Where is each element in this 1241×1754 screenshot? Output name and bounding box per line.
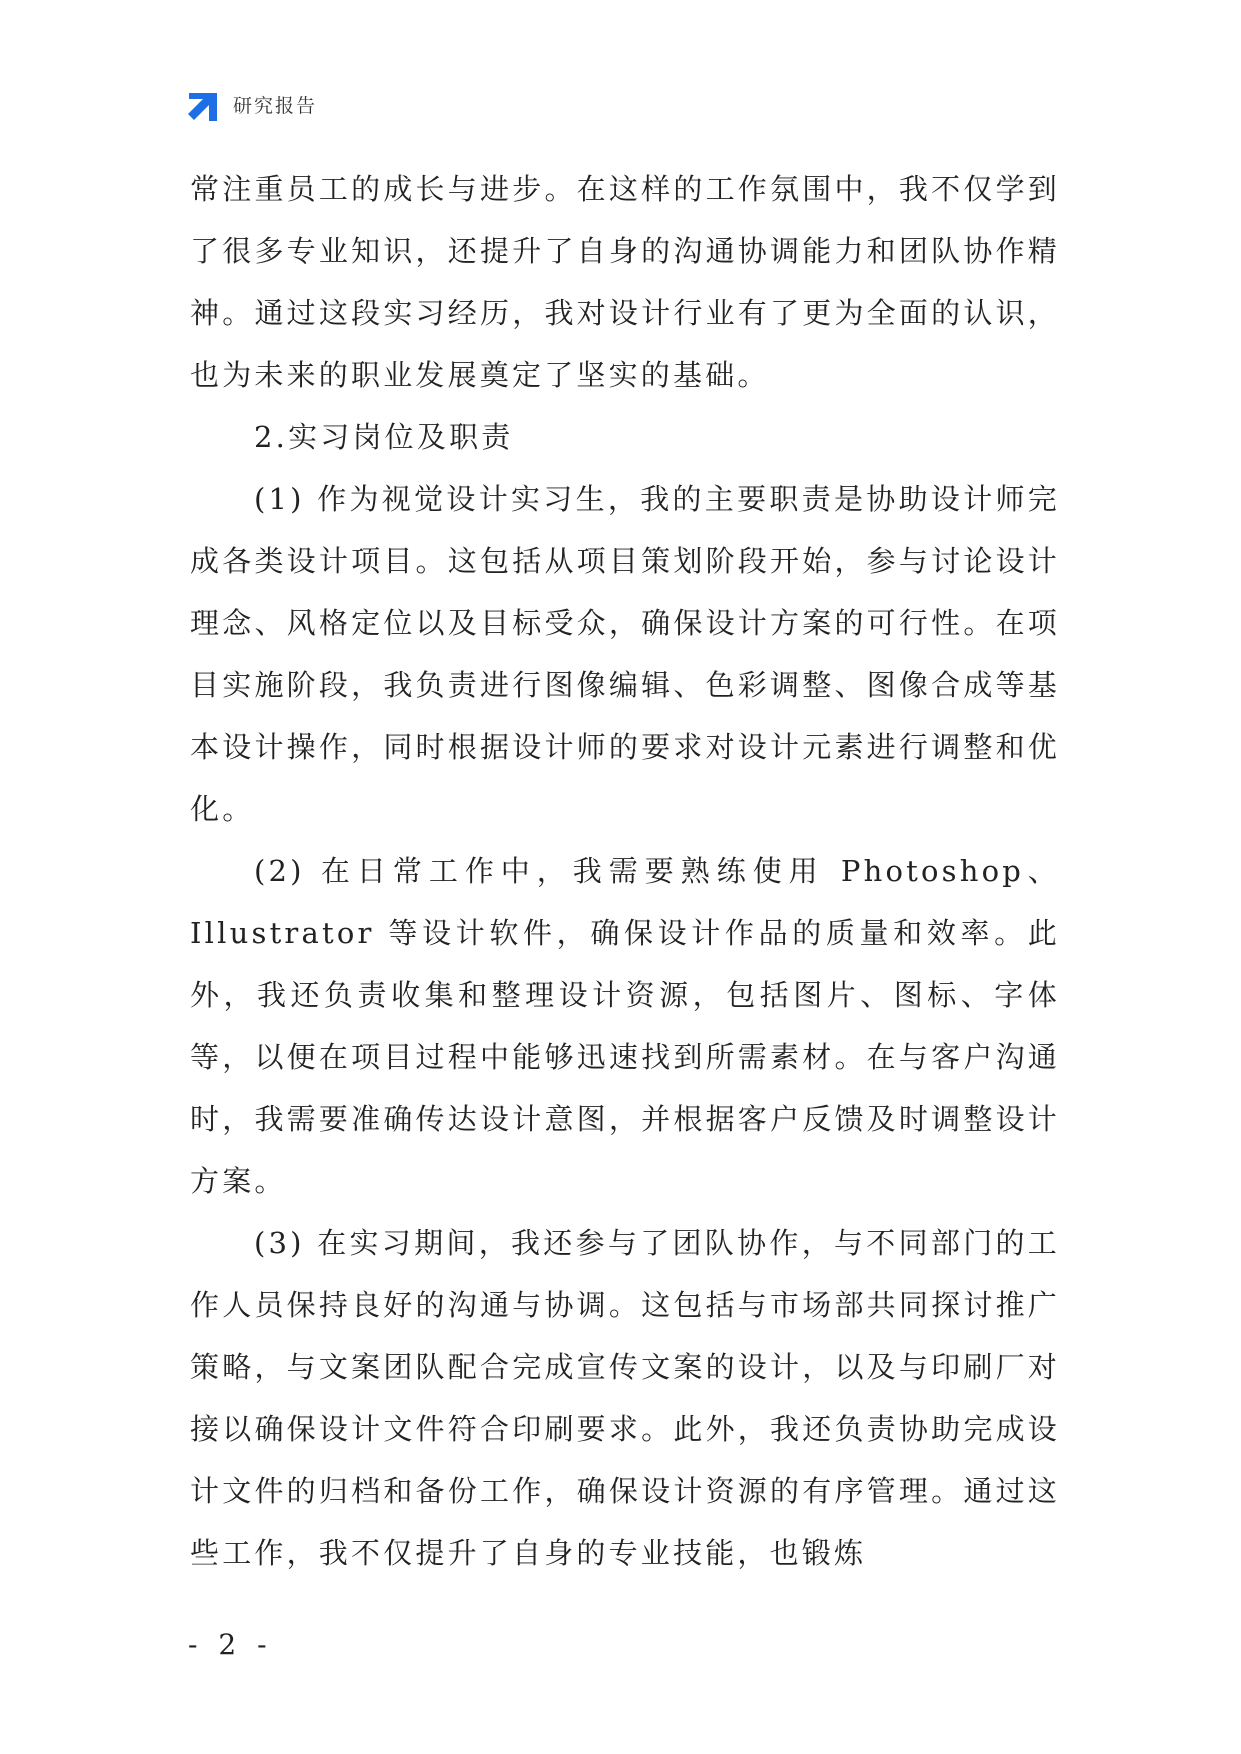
header-title: 研究报告 [233, 94, 318, 117]
paragraph-item-1: (1) 作为视觉设计实习生，我的主要职责是协助设计师完成各类设计项目。这包括从项目策划阶段开始，参与讨论设计理念、风格定位以及目标受众，确保设计方案的可行性。在项目实施阶段，我负责进行图像编辑、色彩调整、图像合成等基本设计操作，同时根据设计师的要求对设计元素进行调整和优化。 [190, 482, 1060, 826]
paragraph-continuation: 常注重员工的成长与进步。在这样的工作氛围中，我不仅学到了很多专业知识，还提升了自身的沟通协调能力和团队协作精神。通过这段实习经历，我对设计行业有了更为全面的认识，也为未来的职业发展奠定了坚实的基础。 [190, 172, 1060, 392]
report-header [187, 86, 317, 122]
paragraph-item-2: (2) 在日常工作中，我需要熟练使用 Photoshop、Illustrator 等设计软件，确保设计作品的质量和效率。此外，我还负责收集和整理设计资源，包括图片、图标、字体等，以便在项目过程中能够迅速找到所需素材。在与客户沟通时，我需要准确传达设计意图，并根据客户反馈及时调整设计方案。 [190, 854, 1060, 1198]
section-heading: 2.实习岗位及职责 [254, 420, 514, 454]
document-body [190, 158, 1060, 1584]
page-number: - 2 - [188, 1628, 273, 1661]
paragraph-item-3: (3) 在实习期间，我还参与了团队协作，与不同部门的工作人员保持良好的沟通与协调。这包括与市场部共同探讨推广策略，与文案团队配合完成宣传文案的设计，以及与印刷厂对接以确保设计文件符合印刷要求。此外，我还负责协助完成设计文件的归档和备份工作，确保设计资源的有序管理。通过这些工作，我不仅提升了自身的专业技能，也锻炼 [190, 1226, 1060, 1570]
arrow-logo-icon [187, 87, 221, 121]
